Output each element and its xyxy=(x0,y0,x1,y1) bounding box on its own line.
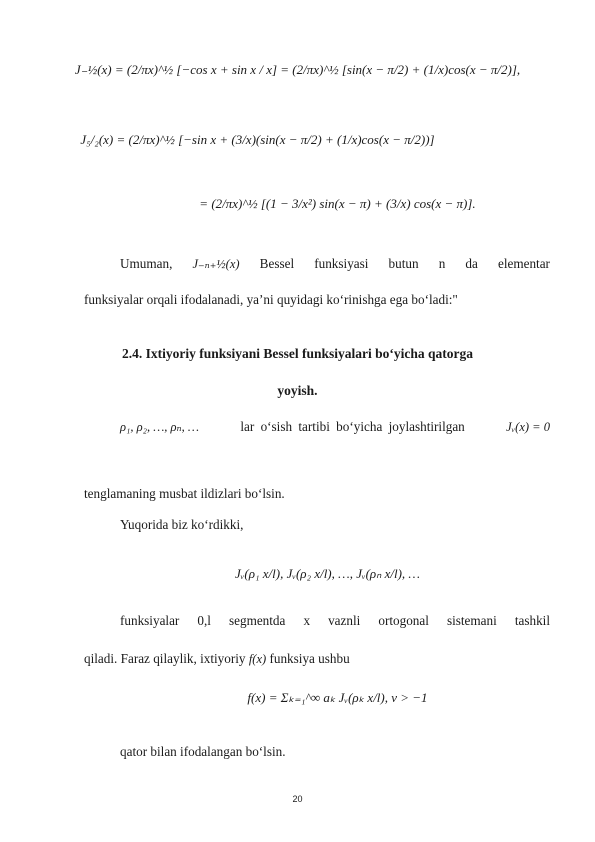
word: 0,l xyxy=(197,613,211,628)
inline-formula-f: f(x) xyxy=(248,652,267,666)
page-number: 20 xyxy=(292,794,303,804)
paragraph-qator: qator bilan ifodalangan bo‘lsin. xyxy=(120,744,286,759)
word: segmentda xyxy=(228,613,286,628)
formula-bessel-system: Jᵥ(ρ₁ x/l), Jᵥ(ρ₂ x/l), …, Jᵥ(ρₙ x/l), … xyxy=(235,566,420,581)
word: tashkil xyxy=(514,613,550,628)
word: x xyxy=(303,613,311,628)
word: elementar xyxy=(497,256,550,271)
word: funksiyalar xyxy=(120,613,180,628)
text-segment: qiladi. Faraz qilaylik, ixtiyoriy xyxy=(84,651,246,666)
inline-formula-rho-sequence: ρ₁, ρ₂, …, ρₙ, … xyxy=(120,420,199,434)
word: funksiyasi xyxy=(314,256,369,271)
section-heading-line1: 2.4. Ixtiyoriy funksiyani Bessel funksiyalari bo‘yicha qatorga xyxy=(121,346,474,361)
paragraph-yuqorida: Yuqorida biz ko‘rdikki, xyxy=(120,517,244,532)
paragraph-orthogonal-line1 xyxy=(120,612,550,630)
paragraph-umuman-line2: funksiyalar orqali ifodalanadi, ya’ni quyidagi ko‘rinishga ega bo‘ladi:" xyxy=(84,292,458,307)
inline-formula-j: J₋ₙ₊½(x) xyxy=(192,257,240,271)
section-heading-line2: yoyish. xyxy=(277,383,318,398)
word: sistemani xyxy=(446,613,497,628)
formula-j-five-halves: J₅/₂(x) = (2/πx)^½ [−sin x + (3/x)(sin(x − π/2) + (1/x)cos(x − π/2))] xyxy=(80,132,435,147)
text-segment: lar o‘sish tartibi bo‘yicha joylashtirilgan xyxy=(240,419,465,434)
text-segment: funksiya ushbu xyxy=(269,651,350,666)
inline-formula-bessel-equation: Jᵥ(x) = 0 xyxy=(506,420,550,434)
word: Umuman, xyxy=(120,256,173,271)
paragraph-roots-line2: tenglamaning musbat ildizlari bo‘lsin. xyxy=(84,486,285,501)
word: vaznli xyxy=(328,613,361,628)
word: da xyxy=(465,256,478,271)
paragraph-orthogonal-line2 xyxy=(84,650,350,668)
formula-j-minus-half: J₋½(x) = (2/πx)^½ [−cos x + sin x / x] = (2/πx)^½ [sin(x − π/2) + (1/x)cos(x − π/2)], xyxy=(74,62,521,77)
paragraph-roots-line1 xyxy=(120,418,550,436)
formula-fourier-bessel-series: f(x) = Σₖ₌₁^∞ aₖ Jᵥ(ρₖ x/l), ν > −1 xyxy=(247,690,428,705)
word: butun xyxy=(388,256,419,271)
word: ortogonal xyxy=(378,613,429,628)
paragraph-umuman-line1 xyxy=(120,255,550,273)
word: Bessel xyxy=(259,256,295,271)
word: n xyxy=(438,256,446,271)
formula-j-five-halves-simplified: = (2/πx)^½ [(1 − 3/x²) sin(x − π) + (3/x) cos(x − π)]. xyxy=(199,196,476,211)
